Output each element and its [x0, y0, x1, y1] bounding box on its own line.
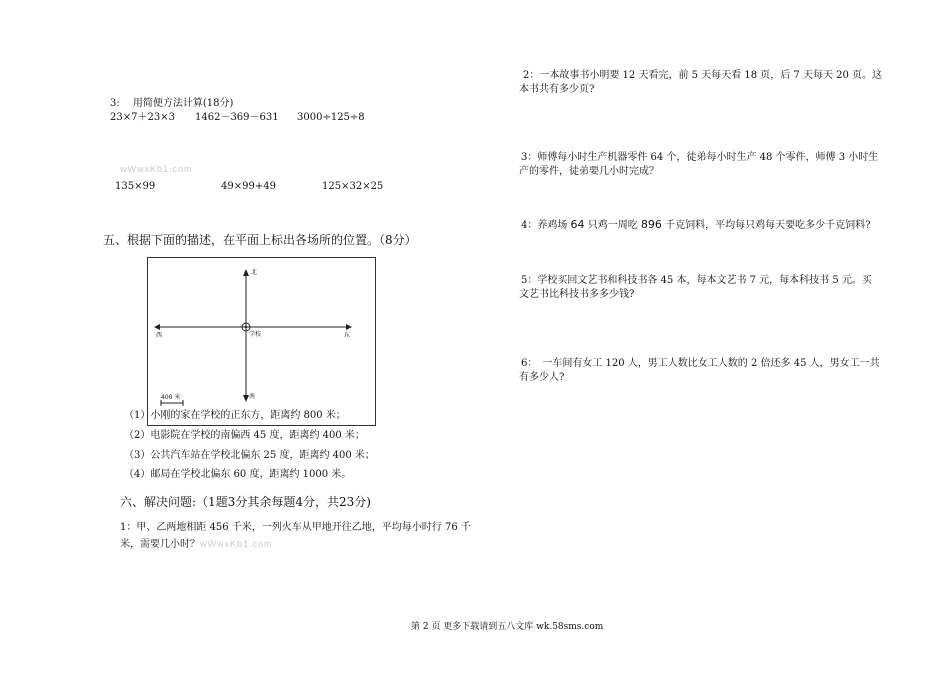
problem-4-part: 4：养鸡场: [521, 220, 571, 231]
problem-6-line-1: 6： 一车间有女工 120 人，男工人数比女工人数的 2 倍还多 45 人，男女工一共: [521, 358, 880, 369]
description-item-2: （2）电影院在学校的南偏西 45 度，距离约 400 米；: [124, 430, 365, 441]
problem-3-line-1: 3：师傅每小时生产机器零件 64 个，徒弟每小时生产 48 个零件，师傅 3 小时生: [521, 152, 879, 163]
description-item-3: （3）公共汽车站在学校北偏东 25 度，距离约 400 米；: [124, 450, 375, 461]
watermark: wWwxKb1.com: [200, 539, 273, 549]
section-6-title: 六、解决问题:（1题3分其余每题4分，共23分): [120, 495, 371, 509]
compass-axes: [148, 258, 375, 425]
page-footer: 第 2 页 更多下载请到五八文库 wk.58sms.com: [411, 622, 604, 632]
section-5-title: 五、根据下面的描述，在平面上标出各场所的位置。（8分）: [103, 233, 417, 247]
problem-2-line-2: 本书共有多少页?: [519, 84, 595, 95]
calc-5: 49×99+49: [221, 181, 276, 192]
problem-4: [521, 218, 870, 233]
problem-6-line-2: 有多少人?: [519, 372, 565, 383]
calc-4: 135×99: [115, 181, 156, 192]
calc-1: 23×7＋23×3: [110, 112, 175, 123]
west-label: 西: [156, 332, 163, 339]
calc-6: 125×32×25: [322, 181, 384, 192]
description-item-4: （4）邮局在学校北偏东 60 度，距离约 1000 米。: [124, 469, 352, 480]
description-item-1: （1）小刚的家在学校的正东方，距离约 800 米；: [124, 410, 346, 421]
problem-1-line-2: 米，需要几小时？: [120, 539, 200, 550]
watermark: wWwxKb1.com: [120, 164, 193, 174]
calc-2: 1462－369－631: [195, 112, 279, 123]
q3-title: 3: 用简便方法计算(18分): [110, 98, 234, 109]
problem-4-number: 64: [570, 218, 585, 231]
problem-5-line-1: 5：学校买回文艺书和科技书各 45 本，每本文艺书 7 元，每本科技书 5 元。买: [521, 275, 872, 286]
problem-4-part: 只鸡一周吃: [584, 220, 641, 231]
problem-1-line-1: 1：甲、乙两地相距 456 千米，一列火车从甲地开往乙地，平均每小时行 76 千: [120, 522, 471, 533]
problem-3-line-2: 产的零件，徒弟要几小时完成？: [519, 166, 659, 177]
problem-5-line-2: 文艺书比科技书多多少钱?: [519, 289, 635, 300]
scale-label: 400 米: [161, 394, 181, 401]
north-label: 北: [251, 269, 258, 276]
problem-4-number: 896: [640, 218, 662, 231]
compass-diagram: [147, 257, 376, 426]
east-label: 东: [344, 332, 351, 339]
problem-2-line-1: 2：一本故事书小明要 12 天看完，前 5 天每天看 18 页，后 7 天每天 20 页。这: [523, 70, 883, 81]
south-label: 南: [249, 393, 256, 400]
school-label: 学校: [249, 331, 262, 338]
problem-4-part: 千克饲料，平均每只鸡每天要吃多少千克饲料?: [661, 220, 871, 231]
calc-3: 3000÷125÷8: [297, 112, 365, 123]
